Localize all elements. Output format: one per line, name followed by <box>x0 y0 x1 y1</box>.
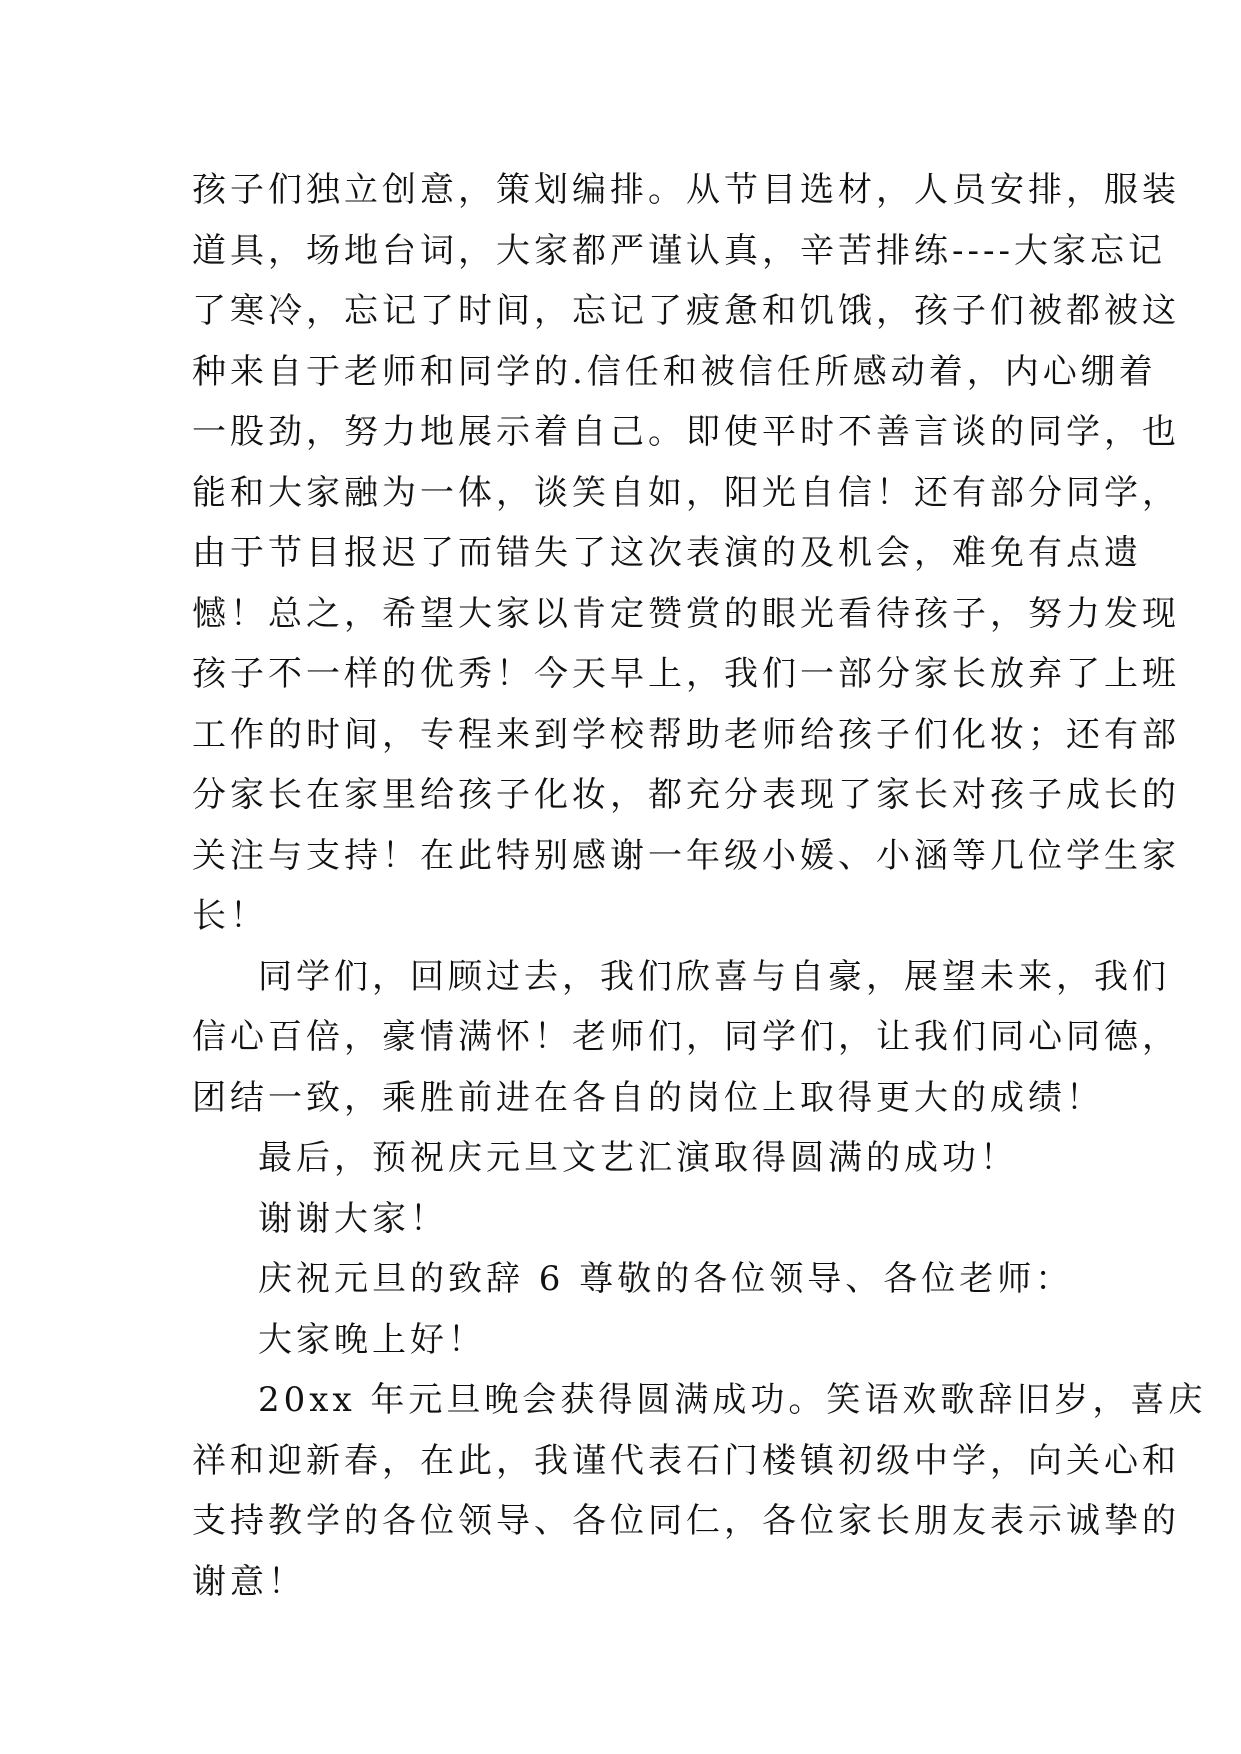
greeting-line: 大家晚上好！ <box>258 1319 486 1360</box>
text-line: 孩子不一样的优秀！今天早上，我们一部分家长放弃了上班 <box>192 654 1180 694</box>
text-line: 信心百倍，豪情满怀！老师们，同学们，让我们同心同德， <box>192 1017 1180 1057</box>
paragraph-start-line: 最后，预祝庆元旦文艺汇演取得圆满的成功！ <box>258 1138 1018 1178</box>
text-line: 祥和迎新春，在此，我谨代表石门楼镇初级中学，向关心和 <box>192 1440 1180 1481</box>
text-line: 工作的时间，专程来到学校帮助老师给孩子们化妆；还有部 <box>192 714 1180 755</box>
text-line: 一股劲，努力地展示着自己。即使平时不善言谈的同学，也 <box>192 412 1180 452</box>
text-line: 支持教学的各位领导、各位同仁，各位家长朋友表示诚挚的 <box>192 1501 1180 1541</box>
text-line: 能和大家融为一体，谈笑自如，阳光自信！还有部分同学， <box>192 472 1180 513</box>
paragraph-start-line: 同学们，回顾过去，我们欣喜与自豪，展望未来，我们 <box>258 956 1170 997</box>
text-line: 孩子们独立创意，策划编排。从节目选材，人员安排，服装 <box>192 170 1180 210</box>
text-line: 分家长在家里给孩子化妆，都充分表现了家长对孩子成长的 <box>192 775 1180 815</box>
text-line: 种来自于老师和同学的.信任和被信任所感动着，内心绷着 <box>192 351 1157 392</box>
text-line: 长！ <box>192 896 268 936</box>
paragraph-start-line: 谢谢大家！ <box>258 1198 448 1239</box>
text-line: 谢意！ <box>192 1561 306 1602</box>
section-heading-line: 庆祝元旦的致辞 6 尊敬的各位领导、各位老师： <box>258 1259 1074 1299</box>
text-line: 道具，场地台词，大家都严谨认真，辛苦排练----大家忘记 <box>192 230 1166 271</box>
text-line: 憾！总之，希望大家以肯定赞赏的眼光看待孩子，努力发现 <box>192 593 1180 634</box>
paragraph-start-line: 20xx 年元旦晚会获得圆满成功。笑语欢歌辞旧岁，喜庆 <box>258 1380 1207 1420</box>
text-line: 团结一致，乘胜前进在各自的岗位上取得更大的成绩！ <box>192 1077 1104 1118</box>
text-line: 由于节目报迟了而错失了这次表演的及机会，难免有点遗 <box>192 533 1142 573</box>
text-line: 关注与支持！在此特别感谢一年级小媛、小涵等几位学生家 <box>192 835 1180 876</box>
document-body <box>192 160 1207 1612</box>
text-line: 了寒冷，忘记了时间，忘记了疲惫和饥饿，孩子们被都被这 <box>192 291 1180 331</box>
